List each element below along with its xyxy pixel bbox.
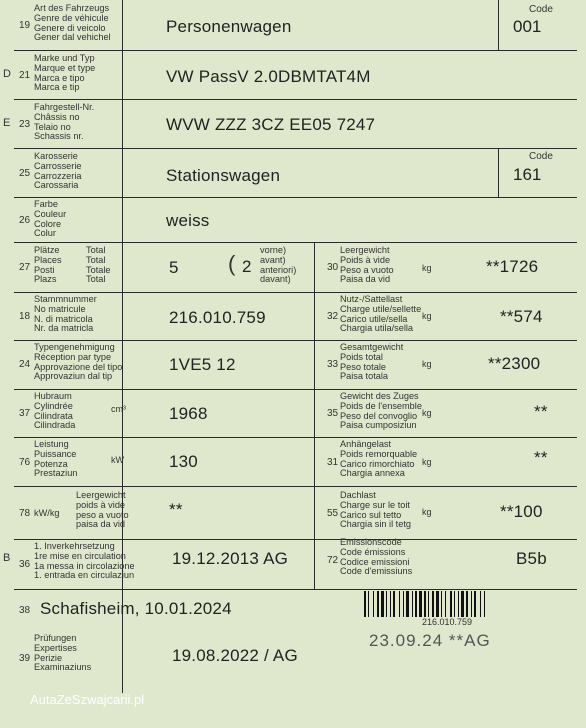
field-number: 30	[327, 262, 339, 273]
field-number: 36	[19, 559, 31, 570]
payload-value: **574	[500, 307, 543, 326]
row-place-date	[14, 589, 577, 631]
paren-open: (	[228, 251, 236, 276]
seats-front-value: 2	[242, 257, 252, 276]
field-label-empty-weight: Leergewicht Poids à vide Peso a vuoto Paisa da vid	[340, 245, 394, 285]
row-displacement-train-weight	[14, 389, 577, 438]
make-model-value: VW PassV 2.0DBMTAT4M	[166, 67, 371, 86]
unit-kg: kg	[422, 507, 432, 517]
watermark: AutaZeSzwajcarii.pl	[30, 692, 145, 707]
unit-kg: kg	[422, 457, 432, 467]
field-number: 24	[19, 359, 31, 370]
field-number: 33	[327, 359, 339, 370]
field-number: 18	[19, 311, 31, 322]
field-label-towing: Anhängelast Poids remorquable Carico rimorchiato Chargia annexa	[340, 439, 418, 479]
field-label-displacement: Hubraum Cylindrée Cilindrata Cilindrada	[34, 391, 76, 431]
unit-cm3: cm³	[111, 404, 126, 414]
unit-kg: kg	[422, 311, 432, 321]
seats-total-value: 5	[169, 258, 179, 277]
unit-kg: kg	[422, 359, 432, 369]
field-number: 19	[19, 20, 31, 31]
row-vehicle-type	[14, 0, 577, 51]
field-label-total-weight: Gesamtgewicht Poids total Peso totale Paisa totala	[340, 342, 404, 382]
field-number: 21	[19, 70, 31, 81]
field-number: 23	[19, 119, 31, 130]
field-number: 78	[19, 508, 31, 519]
empty-weight-value: **1726	[486, 257, 539, 276]
field-label-matricule: Stammnummer No matricule N. di matricola Nr. da matricla	[34, 294, 97, 334]
field-number: 55	[327, 508, 339, 519]
row-power-towing	[14, 437, 577, 487]
field-label-vehicle-type: Art des Fahrzeugs Genre de véhicule Genere di veicolo Gener dal vehichel	[34, 3, 111, 43]
field-number: 76	[19, 457, 31, 468]
field-label-make-model: Marke und Typ Marque et type Marca e tipo Marca e tip	[34, 53, 96, 93]
row-first-registration-emission	[14, 539, 577, 590]
field-number: 39	[19, 653, 31, 664]
field-label-seats-front: vorne) avant) anteriori) davant)	[260, 245, 297, 285]
first-registration-value: 19.12.2013 AG	[172, 549, 289, 568]
field-number: 26	[19, 215, 31, 226]
margin-letter-d: D	[3, 68, 11, 80]
place-date-value: Schafisheim, 10.01.2024	[40, 599, 232, 618]
row-make-model	[14, 50, 577, 100]
total-weight-value: **2300	[488, 354, 541, 373]
margin-letter-b: B	[3, 552, 11, 564]
code-box	[498, 0, 577, 50]
unit-kw: kW	[111, 455, 124, 465]
row-chassis-number	[14, 99, 577, 149]
barcode	[364, 591, 564, 617]
row-power-ratio-roof-load	[14, 486, 577, 540]
field-label-roof-load: Dachlast Charge sur le toit Carico sul tetto Chargia sin il tetg	[340, 490, 411, 530]
field-label-body: Karosserie Carrosserie Carrozzeria Carossaria	[34, 151, 82, 191]
field-number: 31	[327, 457, 339, 468]
field-number: 38	[19, 605, 31, 616]
color-value: weiss	[166, 211, 210, 230]
field-label-seats-total: Total Total Totale Total	[86, 245, 111, 285]
towing-value: **	[534, 448, 548, 467]
inspection-stamp: 23.09.24 **AG	[369, 631, 491, 650]
field-label-chassis: Fahrgestell-Nr. Châssis no Telaio no Schassis nr.	[34, 102, 95, 142]
field-number: 72	[327, 555, 339, 566]
body-value: Stationswagen	[166, 166, 281, 185]
field-label-first-registration: 1. Inverkehrsetzung 1re mise en circulation 1a messa in circolazione 1. entrada en circulaziun	[34, 541, 135, 581]
row-inspections	[14, 631, 577, 693]
row-color	[14, 197, 577, 243]
field-number: 32	[327, 311, 339, 322]
train-weight-value: **	[534, 402, 548, 421]
unit-kg: kg	[422, 263, 432, 273]
type-approval-value: 1VE5 12	[169, 355, 236, 374]
row-type-approval-total-weight	[14, 340, 577, 390]
code-title: Code	[529, 4, 553, 15]
code-title: Code	[529, 151, 553, 162]
field-number: 27	[19, 262, 31, 273]
margin-letter-e: E	[3, 117, 11, 129]
emission-code-value: B5b	[516, 549, 547, 568]
code-value: 161	[513, 165, 542, 184]
field-label-color: Farbe Couleur Colore Colur	[34, 199, 67, 239]
field-label-seats: Plätze Places Posti Plazs	[34, 245, 62, 285]
code-box	[498, 148, 577, 197]
chassis-number-value: WVW ZZZ 3CZ EE05 7247	[166, 115, 376, 134]
row-body	[14, 148, 577, 198]
field-number: 25	[19, 168, 31, 179]
field-label-payload: Nutz-/Sattellast Charge utile/sellette Carico utile/sella Chargia utila/sella	[340, 294, 422, 334]
field-label-power-ratio: Leergewicht poids à vide peso a vuoto paisa da vid	[76, 490, 129, 530]
vehicle-type-value: Personenwagen	[166, 17, 292, 36]
row-matricule-payload	[14, 292, 577, 341]
unit-kg: kg	[422, 408, 432, 418]
column-divider	[314, 539, 315, 589]
displacement-value: 1968	[169, 404, 208, 423]
roof-load-value: **100	[500, 502, 543, 521]
row-seats-empty-weight	[14, 242, 577, 293]
field-label-emission-code: Emissionscode Code émissions Codice emissioni Code d'emissiuns	[340, 537, 413, 577]
power-ratio-value: **	[169, 500, 183, 519]
field-label-type-approval: Typengenehmigung Réception par type Approvazione del tipo Approvaziun dal tip	[34, 342, 123, 382]
field-label-train-weight: Gewicht des Zuges Poids de l'ensemble Peso del convoglio Paisa cumposiziun	[340, 391, 422, 431]
inspection-date-value: 19.08.2022 / AG	[172, 646, 298, 665]
field-label-inspections: Prüfungen Expertises Perizie Examinaziuns	[34, 633, 92, 673]
power-value: 130	[169, 452, 198, 471]
barcode-text: 216.010.759	[422, 617, 473, 627]
code-value: 001	[513, 17, 542, 36]
field-number: 37	[19, 408, 31, 419]
unit-kw-kg: kW/kg	[34, 508, 60, 518]
matricule-value: 216.010.759	[169, 308, 266, 327]
field-label-power: Leistung Puissance Potenza Prestaziun	[34, 439, 78, 479]
field-number: 35	[327, 408, 339, 419]
